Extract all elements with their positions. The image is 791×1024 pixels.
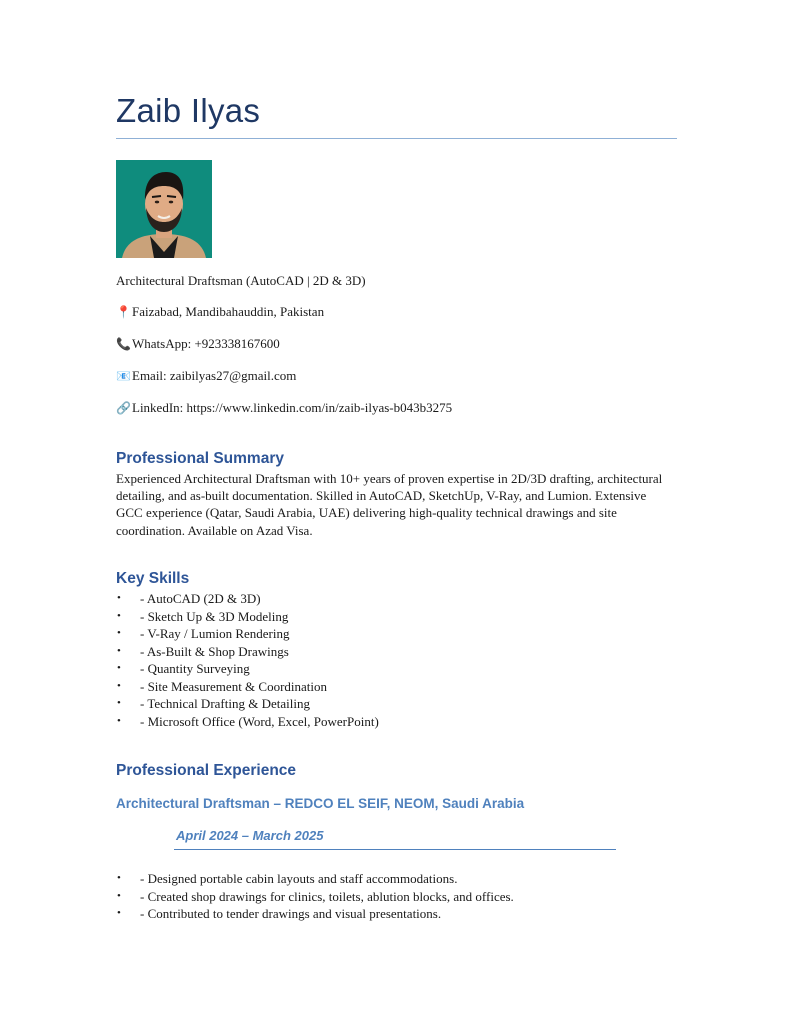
skill-text: - Sketch Up & 3D Modeling: [140, 608, 289, 624]
candidate-name: Zaib Ilyas: [116, 92, 261, 129]
list-item: [116, 905, 514, 923]
list-item: [116, 870, 514, 888]
skill-text: - Technical Drafting & Detailing: [140, 696, 310, 711]
skills-list: [116, 590, 379, 730]
list-item: [116, 678, 379, 696]
skill-text: - V-Ray / Lumion Rendering: [140, 626, 290, 641]
experience-heading: Professional Experience: [116, 762, 297, 779]
map-pin-icon: 📍: [116, 305, 131, 319]
bullet-icon: •: [117, 907, 121, 919]
bullet-icon: •: [117, 679, 121, 692]
list-item: [116, 695, 379, 713]
bullet-icon: •: [117, 609, 121, 622]
bullet-icon: •: [117, 662, 121, 674]
dates-divider: [174, 849, 616, 850]
summary-heading: Professional Summary: [116, 450, 284, 467]
duty-text: - Created shop drawings for clinics, toilets, ablution blocks, and offices.: [140, 888, 514, 904]
duty-text: - Contributed to tender drawings and visual presentations.: [140, 906, 442, 921]
list-item: [116, 643, 379, 661]
bullet-icon: •: [117, 627, 121, 639]
job-title: Architectural Draftsman – REDCO EL SEIF, NEOM, Saudi Arabia: [116, 796, 525, 811]
list-item: [116, 608, 379, 626]
skill-text: - AutoCAD (2D & 3D): [140, 591, 261, 606]
email-icon: 📧: [116, 369, 131, 383]
phone-text: WhatsApp: +923338167600: [132, 336, 280, 351]
skill-text: - Microsoft Office (Word, Excel, PowerPoint): [140, 713, 379, 729]
linkedin-text: LinkedIn: https://www.linkedin.com/in/zaib-ilyas-b043b3275: [132, 400, 453, 415]
skill-text: - As-Built & Shop Drawings: [140, 643, 289, 659]
list-item: [116, 660, 379, 678]
list-item: [116, 888, 514, 906]
email-text: Email: zaibilyas27@gmail.com: [132, 368, 297, 383]
bullet-icon: •: [117, 872, 121, 884]
bullet-icon: •: [117, 644, 121, 657]
bullet-icon: •: [117, 714, 121, 727]
bullet-icon: •: [117, 592, 121, 604]
bullet-icon: •: [117, 697, 121, 709]
phone-line: [116, 336, 280, 352]
list-item: [116, 625, 379, 643]
job-dates: April 2024 – March 2025: [176, 828, 324, 843]
role-line: Architectural Draftsman (AutoCAD | 2D & 3D): [116, 273, 366, 288]
title-divider: [116, 138, 677, 139]
list-item: [116, 713, 379, 731]
email-line: [116, 368, 296, 384]
location-text: Faizabad, Mandibahauddin, Pakistan: [132, 304, 325, 319]
list-item: [116, 590, 379, 608]
phone-icon: 📞: [116, 337, 131, 351]
bullet-icon: •: [117, 889, 121, 902]
profile-photo: [116, 160, 212, 258]
duty-text: - Designed portable cabin layouts and staff accommodations.: [140, 871, 458, 886]
skill-text: - Quantity Surveying: [140, 661, 250, 676]
experience-list: [116, 870, 514, 923]
skill-text: - Site Measurement & Coordination: [140, 678, 328, 694]
link-icon: 🔗: [116, 401, 131, 415]
linkedin-line: [116, 400, 452, 416]
summary-text: Experienced Architectural Draftsman with 10+ years of proven expertise in 2D/3D drafting, architectural detailing, and as-built documentation. Skilled in AutoCAD, SketchUp, V-Ray, and Lumion. Extensive GCC experience (Qatar, Saudi Arabia, UAE) delivering high-quality technical drawings and site coordination. Available on Azad Visa.: [116, 471, 663, 538]
skills-heading: Key Skills: [116, 570, 190, 587]
location-line: [116, 304, 324, 320]
